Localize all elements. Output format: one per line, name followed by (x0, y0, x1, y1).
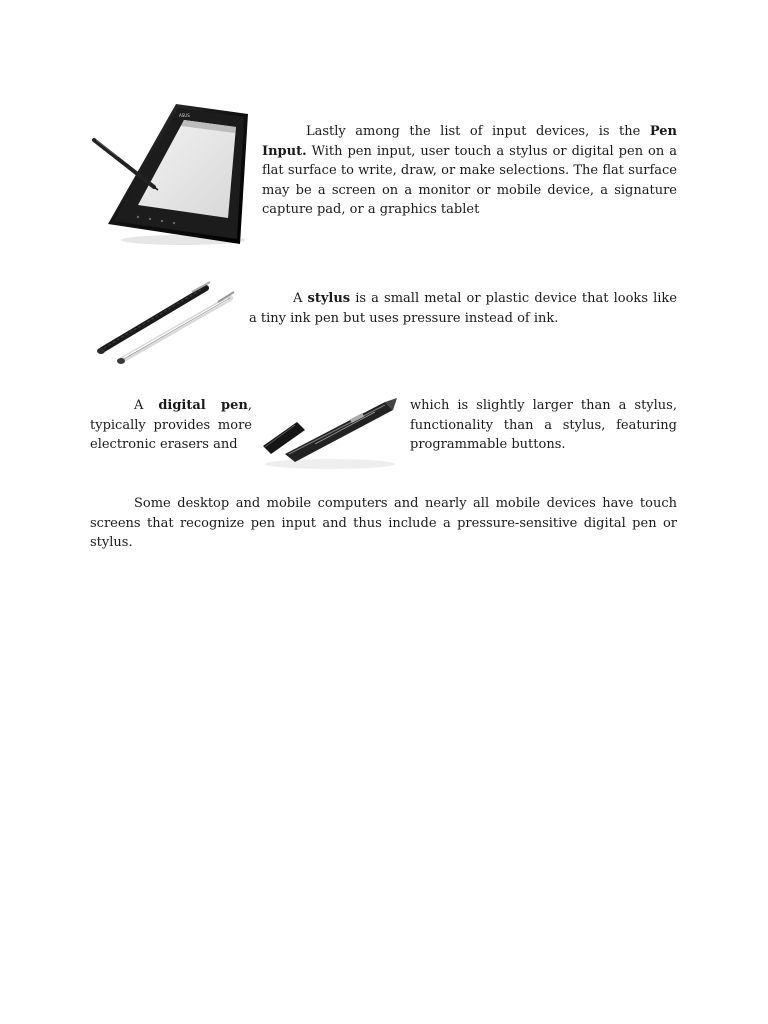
digital-pen-term: digital pen (158, 398, 248, 413)
pen-input-term: Pen Input. (262, 124, 677, 159)
touch-screens-paragraph (90, 494, 677, 553)
stylus-paragraph (249, 289, 677, 328)
stylus-lead: A (293, 291, 308, 306)
digital-pen-paragraph-right (410, 396, 677, 455)
pen-input-lead: Lastly among the list of input devices, is the (306, 124, 650, 139)
digital-pen-paragraph-left (90, 396, 252, 455)
pen-input-paragraph (262, 122, 677, 220)
pen-input-body: With pen input, user touch a stylus or digital pen on a flat surface to write, draw, or make selections. The flat surface may be a screen on a monitor or mobile device, a signature capture pad, or a graphics tablet (262, 143, 677, 217)
digital-pen-image (255, 394, 405, 474)
digital-pen-body: which is slightly larger than a stylus, functionality than a stylus, featuring programmable buttons. (410, 398, 677, 452)
tablet-brand-text: ASUS (179, 113, 190, 118)
digital-pen-lead: A (134, 398, 159, 413)
digital-pen-mid: , typically provides more electronic erasers and (90, 398, 252, 452)
stylus-term: stylus (307, 291, 351, 306)
stylus-body: is a small metal or plastic device that looks like a tiny ink pen but uses pressure instead of ink. (249, 291, 677, 326)
pen-tablet-image (88, 100, 253, 248)
stylus-pens-image (92, 278, 242, 368)
touch-screens-body: Some desktop and mobile computers and nearly all mobile devices have touch screens that recognize pen input and thus include a pressure-sensitive digital pen or stylus. (90, 496, 677, 550)
